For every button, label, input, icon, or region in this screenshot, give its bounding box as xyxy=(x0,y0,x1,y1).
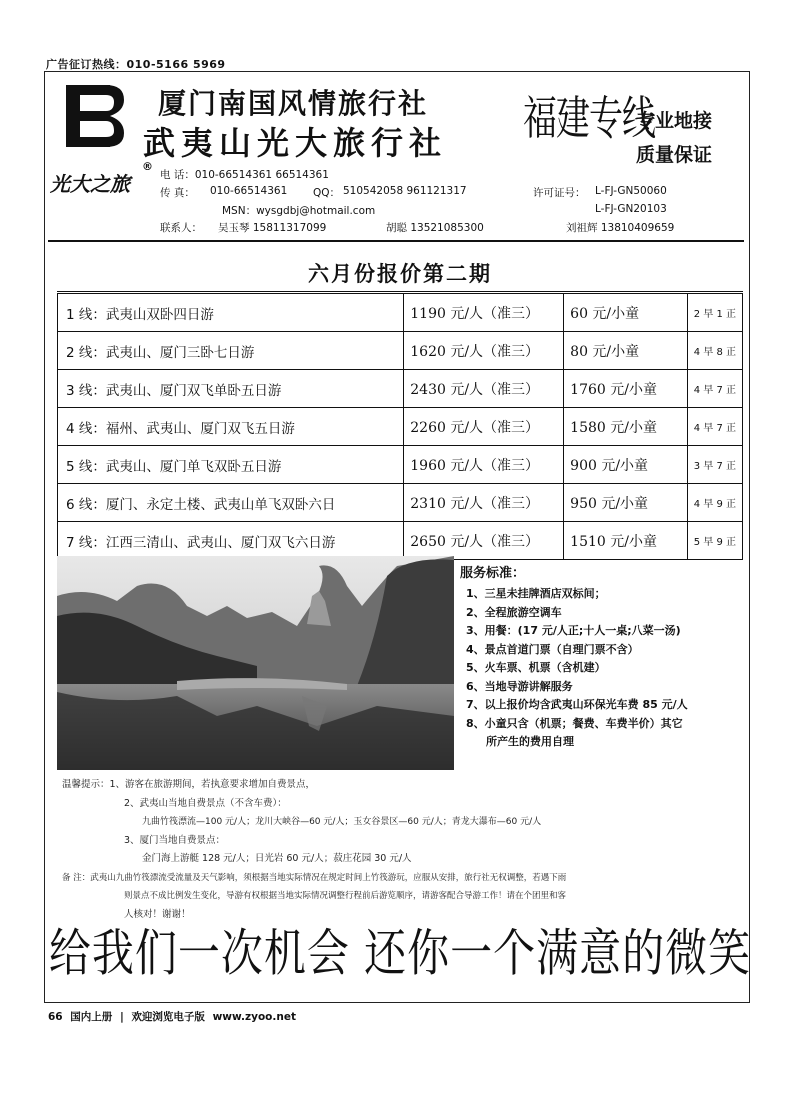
table-row xyxy=(58,484,743,522)
meal-info: 4 早 7 正 xyxy=(687,408,742,446)
closing-slogan: 给我们一次机会 还你一个满意的微笑 xyxy=(48,923,752,983)
child-price: 950 元/小童 xyxy=(564,484,688,522)
child-price: 1580 元/小童 xyxy=(564,408,688,446)
ad-hotline: 广告征订热线：010-5166 5969 xyxy=(46,58,226,71)
adult-price: 2650 元/人（准三） xyxy=(404,522,564,560)
table-row xyxy=(58,293,743,332)
page-number: 66 xyxy=(48,1011,63,1023)
adult-price: 1960 元/人（准三） xyxy=(404,446,564,484)
route-name: 4 线：福州、武夷山、厦门双飞五日游 xyxy=(58,408,404,446)
contact-hu: 胡聪 13521085300 xyxy=(386,222,484,234)
license-1: L-FJ-GN50060 xyxy=(595,185,667,197)
service-item: 6、当地导游讲解服务 xyxy=(466,679,573,693)
meal-info: 3 早 7 正 xyxy=(687,446,742,484)
note-line: 金门海上游艇 128 元/人；日光岩 60 元/人；菽庄花园 30 元/人 xyxy=(142,853,412,864)
contact-wu: 吴玉琴 15811317099 xyxy=(218,222,327,234)
price-title: 六月份报价第二期 xyxy=(308,262,492,286)
route-name: 2 线：武夷山、厦门三卧七日游 xyxy=(58,332,404,370)
qq-label: QQ： xyxy=(313,187,341,199)
tel-value: 010-66514361 66514361 xyxy=(194,169,329,181)
meal-info: 4 早 7 正 xyxy=(687,370,742,408)
child-price: 1510 元/小童 xyxy=(564,522,688,560)
service-item: 7、以上报价均含武夷山环保光车费 85 元/人 xyxy=(466,698,688,711)
route-name: 7 线：江西三清山、武夷山、厦门双飞六日游 xyxy=(58,522,404,560)
service-item: 所产生的费用自理 xyxy=(486,735,574,748)
route-name: 1 线：武夷山双卧四日游 xyxy=(58,293,404,332)
adult-price: 1190 元/人（准三） xyxy=(404,293,564,332)
note-line: 则景点不成比例发生变化，导游有权根据当地实际情况调整行程前后游览顺序，请游客配合导游工作！请在个团里和客 xyxy=(124,891,567,901)
table-row xyxy=(58,446,743,484)
meal-info: 2 早 1 正 xyxy=(687,293,742,332)
slogans xyxy=(636,104,712,172)
page-footer xyxy=(48,1009,300,1024)
adult-price: 2310 元/人（准三） xyxy=(404,484,564,522)
service-item: 1、三星未挂牌酒店双标间； xyxy=(466,587,606,600)
adult-price: 2260 元/人（准三） xyxy=(404,408,564,446)
table-row xyxy=(58,408,743,446)
slogan-professional: 专业地接 xyxy=(636,110,713,132)
agency-name-xiamen: 厦门南国风情旅行社 xyxy=(158,87,429,120)
msn-line xyxy=(222,203,375,218)
notes-block xyxy=(62,776,566,924)
agency-name-wuyishan: 武夷山光大旅行社 xyxy=(143,124,448,162)
child-price: 80 元/小童 xyxy=(564,332,688,370)
fax-value: 010-66514361 xyxy=(210,185,288,197)
msn-label: MSN： xyxy=(222,205,257,217)
note-line: 温馨提示：1、游客在旅游期间，若执意要求增加自费景点， xyxy=(62,779,316,790)
contacts-label: 联系人： xyxy=(160,222,202,234)
child-price: 60 元/小童 xyxy=(564,293,688,332)
child-price: 1760 元/小童 xyxy=(564,370,688,408)
logo-slogan: 光大之旅 xyxy=(50,172,130,196)
registered-mark: ® xyxy=(142,160,153,173)
note-line: 2、武夷山当地自费景点（不含车费）： xyxy=(124,797,287,809)
contact-liu: 刘祖辉 13810409659 xyxy=(566,222,675,234)
meal-info: 4 早 8 正 xyxy=(687,332,742,370)
service-item: 8、小童只含（机票；餐费、车费半价）其它 xyxy=(466,716,683,730)
tel-line xyxy=(160,167,329,182)
site-label: 欢迎浏览电子版 xyxy=(131,1011,205,1023)
price-table xyxy=(57,291,743,560)
site-link[interactable]: www.zyoo.net xyxy=(212,1011,296,1023)
service-item: 2、全程旅游空调车 xyxy=(466,605,562,619)
table-row xyxy=(58,332,743,370)
agency-logo xyxy=(66,85,124,147)
service-title: 服务标准： xyxy=(460,566,526,581)
route-name: 5 线：武夷山、厦门单飞双卧五日游 xyxy=(58,446,404,484)
adult-price: 2430 元/人（准三） xyxy=(404,370,564,408)
fax-label: 传 真： xyxy=(160,187,195,199)
table-row xyxy=(58,370,743,408)
table-row xyxy=(58,522,743,560)
tel-label: 电 话： xyxy=(160,169,195,181)
service-item: 5、火车票、机票（含机建） xyxy=(466,661,606,674)
qq-value: 510542058 961121317 xyxy=(343,185,467,197)
logo-b-icon xyxy=(66,85,124,147)
service-item: 3、用餐：(17 元/人正;十人一桌;八菜一汤) xyxy=(466,624,681,637)
note-line: 九曲竹筏漂流—100 元/人；龙川大峡谷—60 元/人；玉女谷景区—60 元/人；青龙大瀑布—60 元/人 xyxy=(142,817,542,827)
msn-value: wysgdbj@hotmail.com xyxy=(256,205,376,217)
license-2: L-FJ-GN20103 xyxy=(595,203,667,215)
fujian-line-title: 福建专线 xyxy=(523,92,655,146)
wuyishan-landscape-photo xyxy=(57,556,454,770)
license-label: 许可证号： xyxy=(533,187,586,199)
header-divider xyxy=(48,240,744,242)
route-name: 3 线：武夷山、厦门双飞单卧五日游 xyxy=(58,370,404,408)
service-item: 4、景点首道门票（自理门票不含） xyxy=(466,642,639,656)
note-line: 人核对！谢谢！ xyxy=(124,908,191,920)
route-name: 6 线：厦门、永定土楼、武夷山单飞双卧六日 xyxy=(58,484,404,522)
child-price: 900 元/小童 xyxy=(564,446,688,484)
meal-info: 4 早 9 正 xyxy=(687,484,742,522)
adult-price: 1620 元/人（准三） xyxy=(404,332,564,370)
slogan-quality: 质量保证 xyxy=(636,144,713,166)
note-line: 3、厦门当地自费景点： xyxy=(124,834,226,846)
note-line: 备 注：武夷山九曲竹筏漂流受流量及天气影响，须根据当地实际情况在规定时间上竹筏游玩，应服从安排，旅行社无权调整，若遇下雨 xyxy=(62,872,567,883)
footer-divider: | xyxy=(119,1011,124,1023)
service-list xyxy=(466,585,688,752)
meal-info: 5 早 9 正 xyxy=(687,522,742,560)
section-name: 国内上册 xyxy=(70,1011,113,1023)
